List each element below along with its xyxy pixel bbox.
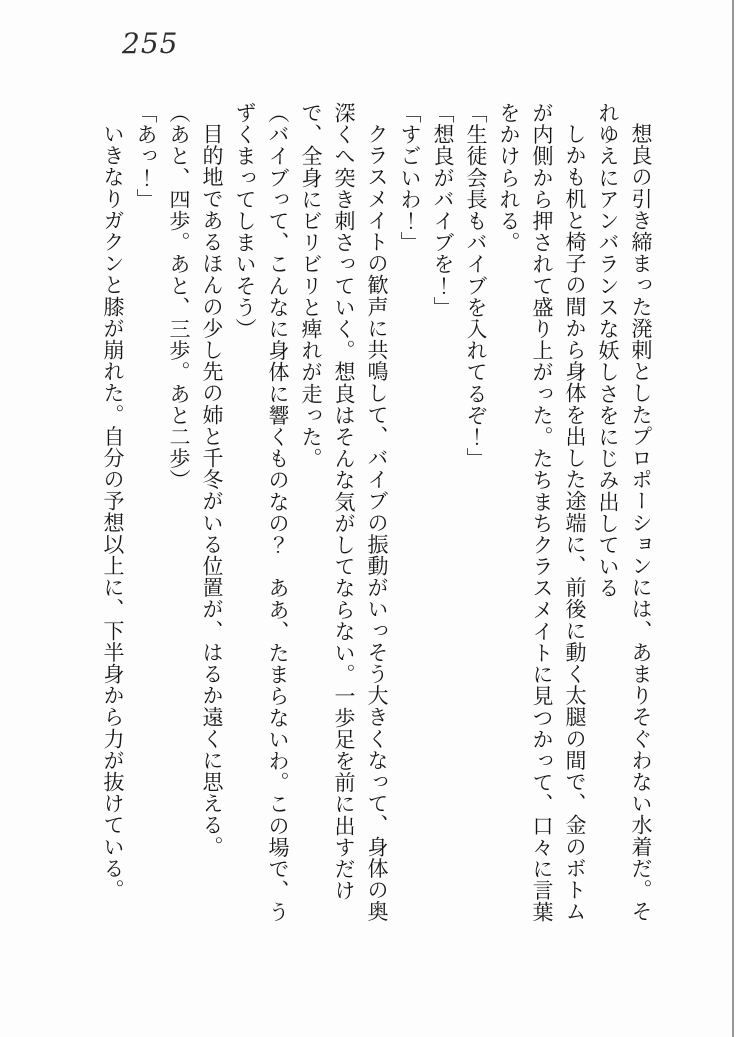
paragraph: 「生徒会長もバイブを入れてるぞ！」 [464,102,488,470]
page-number: 255 [122,27,179,60]
paragraph: 想良の引き締まった溌剌としたプロポーションには、あまりそぐわない水着だ。それゆえにアンバランスな妖しさをにじみ出している [596,102,653,923]
paragraph: （あと、四歩。あと、三歩。あと二歩） [167,102,191,491]
paragraph: 「あっ！」 [134,102,158,210]
paragraph: 「想良がバイブを！」 [431,102,455,318]
paragraph: しかも机と椅子の間から身体を出した途端に、前後に動く太腿の間で、金のボトムが内側から押されて盛り上がった。たちまちクラスメイトに見つかって、口々に言葉をかけられる。 [497,102,587,923]
paragraph: 目的地であるほんの少し先の姉と千冬がいる位置が、はるか遠くに思える。 [200,123,224,858]
body-text [96,102,657,924]
paragraph: いきなりガクンと膝が崩れた。自分の予想以上に、下半身から力が抜けている。 [101,123,125,901]
paragraph: クラスメイトの歓声に共鳴して、バイブの振動がいっそう大きくなって、身体の奥深くへ突き刺さっていく。想良はそんな気がしてならない。一歩足を前に出すだけで、全身にビリビリと痺れが走った。 [299,102,389,923]
paragraph: （バイブって、こんなに身体に響くものなの？ ああ、たまらないわ。この場で、うずくまってしまいそう） [233,102,290,923]
paragraph: 「すごいわ！」 [398,102,422,254]
scan-edge-line [732,0,734,1037]
